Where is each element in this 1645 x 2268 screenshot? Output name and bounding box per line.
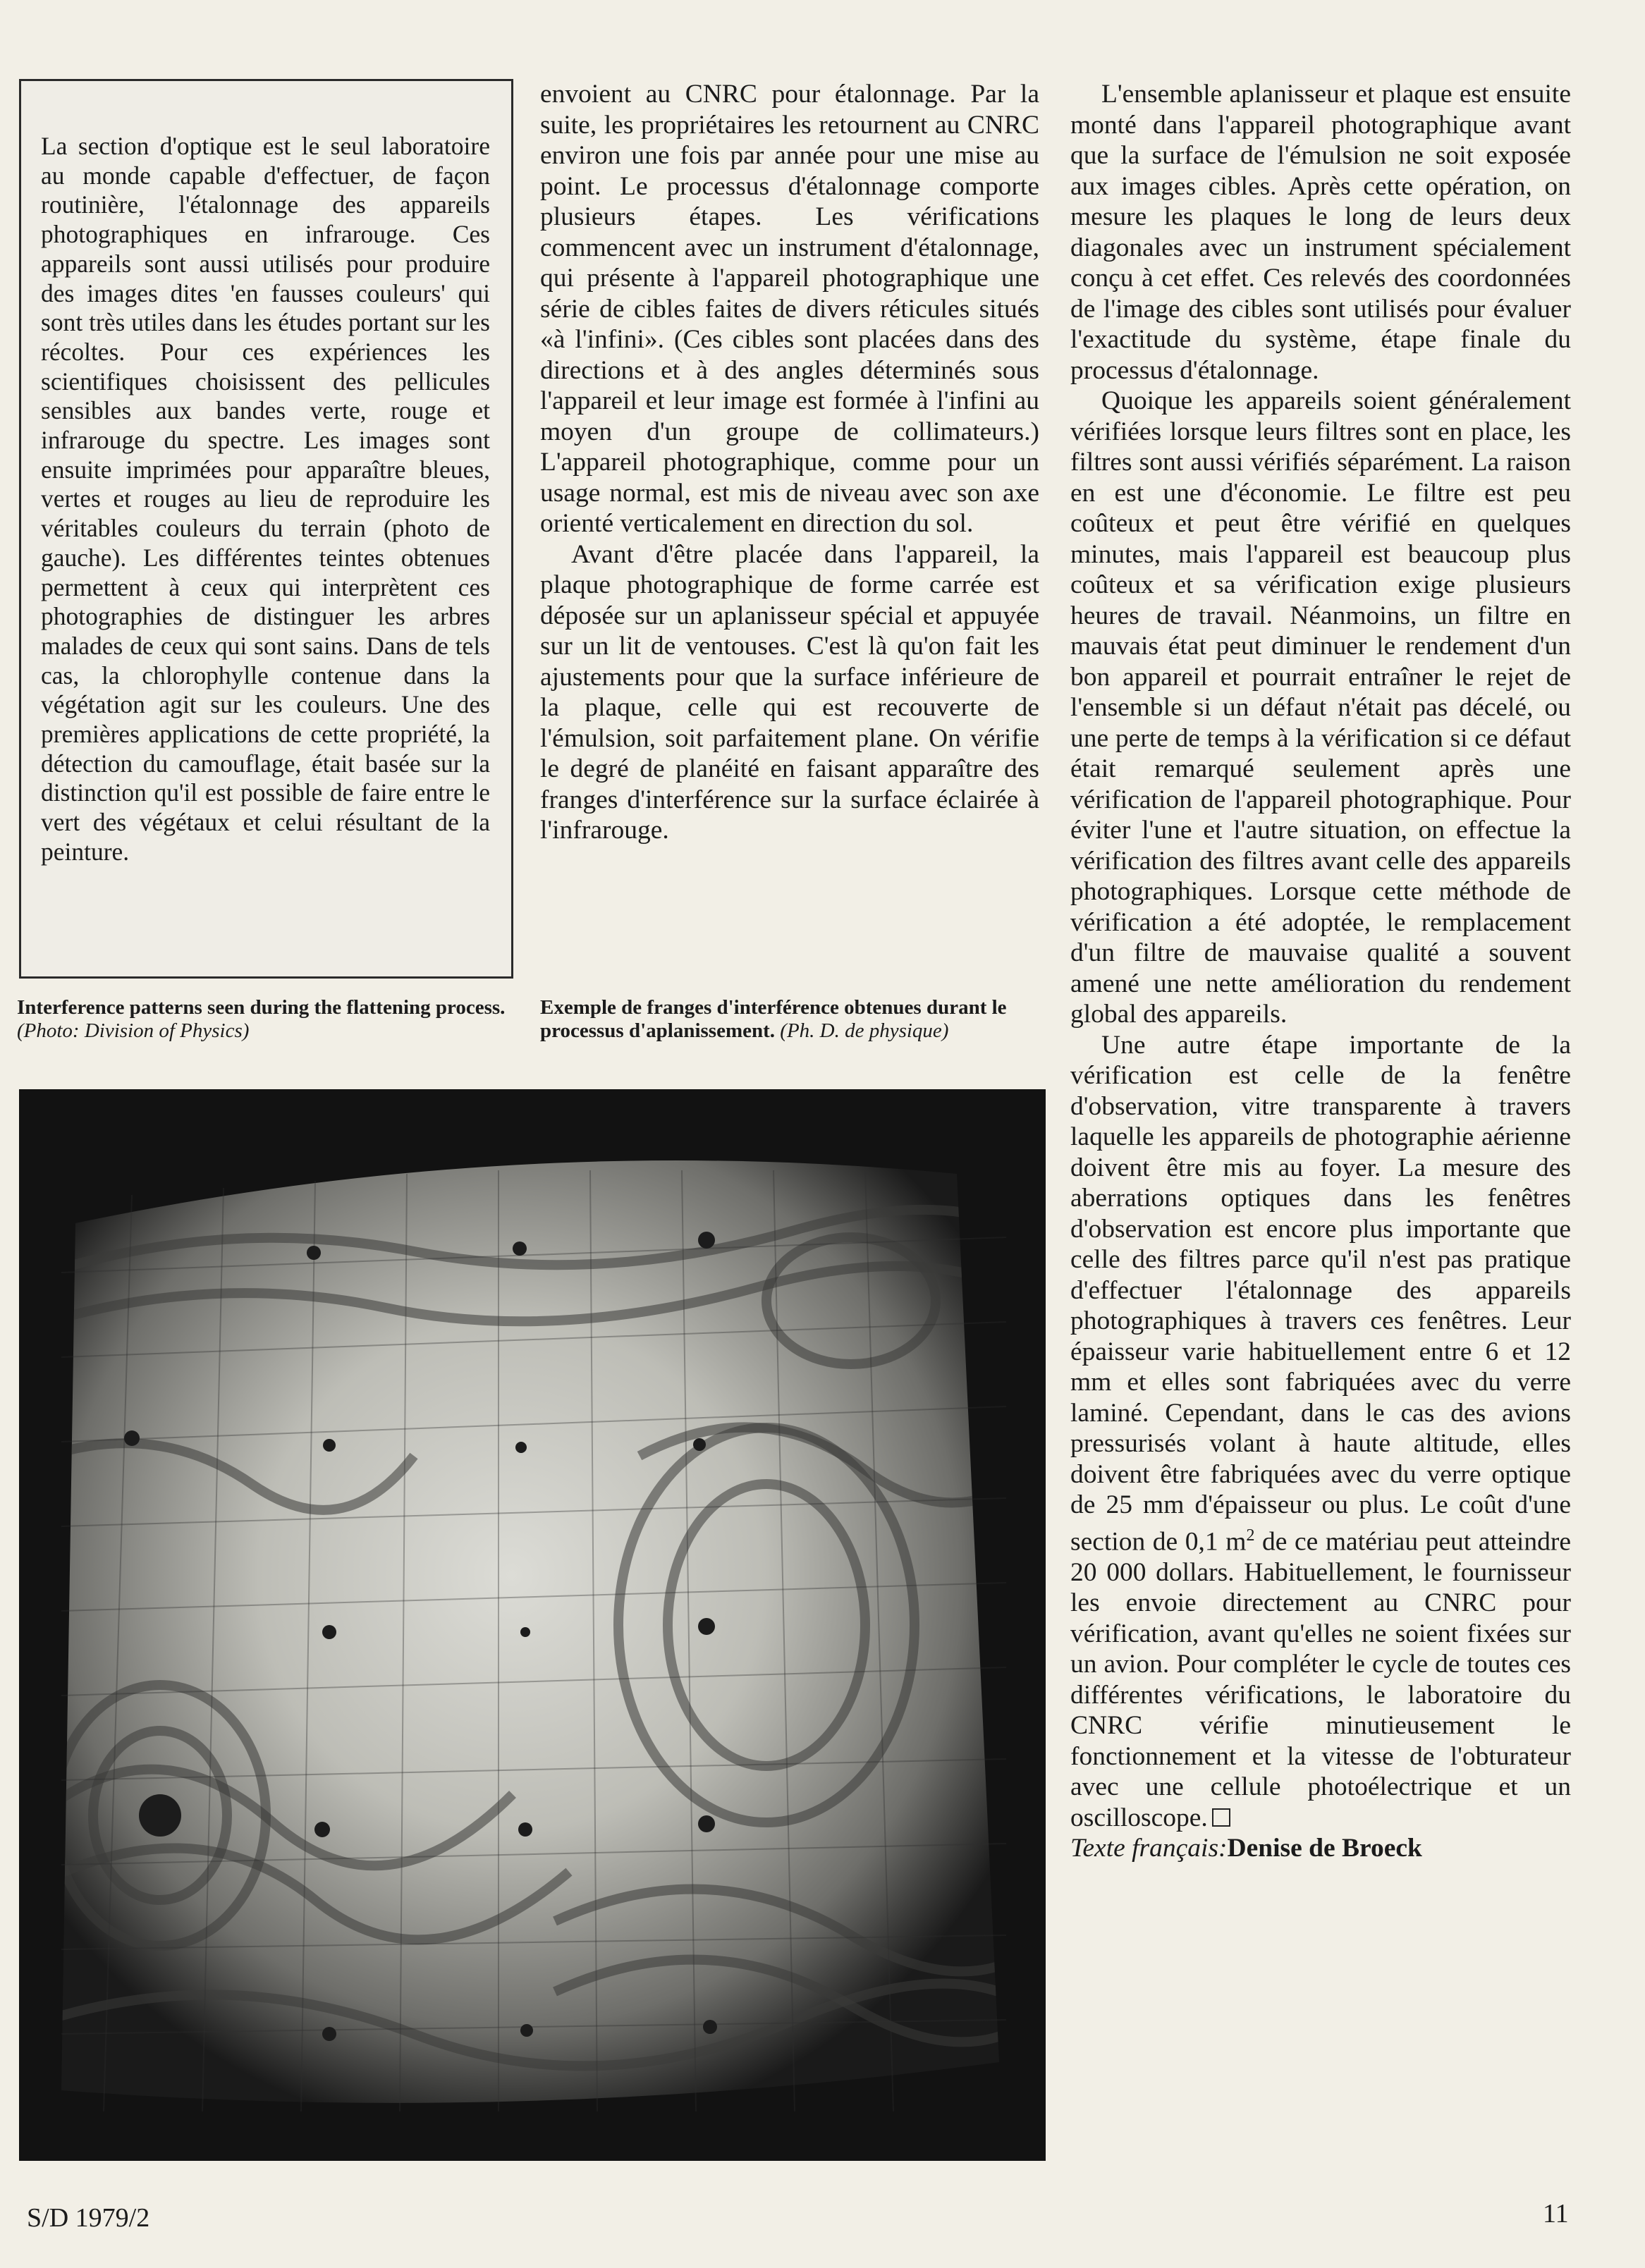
right-column (1070, 79, 1571, 1864)
sidebar-text: La section d'optique est le seul laboratoire au monde capable d'effectuer, de façon routinière, l'étalonnage des appareils photographiques en infrarouge. Ces appareils sont aussi utilisés pour produire des images dites 'en fausses couleurs' qui sont très utiles dans les études portant sur les récoltes. Pour ces expériences les scientifiques choisissent des pellicules sensibles aux bandes verte, rouge et infrarouge du spectre. Les images sont ensuite imprimées pour apparaître bleues, vertes et rouges au lieu de reproduire les véritables couleurs du terrain (photo de gauche). Les différentes teintes obtenues permettent à ceux qui interprètent ces photographies de distinguer les arbres malades de ceux qui sont sains. Dans de tels cas, la chlorophylle contenue dans la végétation agit sur les couleurs. Une des premières applications de cette propriété, la détection du camouflage, était basée sur la distinction qu'il est possible de faire entre le vert des végétaux et celui résultant de la peinture. (41, 132, 490, 866)
superscript-two: 2 (1246, 1526, 1255, 1545)
english-caption (17, 996, 510, 1043)
right-paragraph-1: L'ensemble aplanisseur et plaque est ensuite monté dans l'appareil photographique avant que la surface de l'émulsion ne soit exposée aux images cibles. Après cette opération, on mesure les plaques le long de leurs deux diagonales avec un instrument spécialement conçu à cet effet. Ces relevés des coordonnées de l'image des cibles sont utilisés pour évaluer l'exactitude du système, étape finale du processus d'étalonnage. (1070, 80, 1571, 385)
french-caption-text: Exemple de franges d'interférence obtenues durant le processus d'aplanissement. (540, 996, 1007, 1042)
middle-paragraph-1: envoient au CNRC pour étalonnage. Par la suite, les propriétaires les retournent au CNRC environ une fois par année pour une mise au point. Le processus d'étalonnage comporte plusieurs étapes. Les vérifications commencent avec un instrument d'étalonnage, qui présente à l'appareil photographique une série de cibles faites de divers réticules situés «à l'infini». (Ces cibles sont placées dans des directions et à des angles déterminés sous l'appareil et leur image est formée à l'infini au moyen d'un groupe de collimateurs.) L'appareil photographique, comme pour un usage normal, est mis de niveau avec son axe orienté verticalement en direction du sol. (540, 80, 1039, 538)
translation-credit (1070, 1833, 1571, 1864)
french-caption (540, 996, 1042, 1043)
interference-photo (19, 1089, 1046, 2161)
english-caption-credit: (Photo: Division of Physics) (17, 1019, 250, 1042)
right-paragraph-3-a: Une autre étape importante de la vérification est celle de la fenêtre d'observation, vitre transparente à travers laquelle les appareils de photographie aérienne doivent être mis au foyer. La mesure des aberrations optiques dans les fenêtres d'observation est encore plus importante que celle des filtres parce qu'il n'est pas pratique d'effectuer l'étalonnage des appareils photographiques à travers ces fenêtres. Leur épaisseur varie habituellement entre 6 et 12 mm et elles sont fabriquées avec du verre laminé. Cependant, dans le cas des avions pressurisés volant à haute altitude, elles doivent être fabriquées avec du verre optique de 25 mm d'épaisseur ou plus. Le coût d'une section de 0,1 m (1070, 1030, 1571, 1556)
sidebar-box (19, 79, 513, 979)
credit-label: Texte français: (1070, 1834, 1228, 1863)
middle-paragraph-2: Avant d'être placée dans l'appareil, la plaque photographique de forme carrée est déposée sur un aplanisseur spécial et appuyée sur un lit de ventouses. C'est là qu'on fait les ajustements pour que la surface inférieure de la plaque, celle qui est recouverte de l'émulsion, soit parfaitement plane. On vérifie le degré de planéité en faisant apparaître des franges d'interférence sur la surface éclairée à l'infrarouge. (540, 539, 1039, 845)
credit-name: Denise de Broeck (1227, 1834, 1422, 1863)
interference-fringes-image (19, 1089, 1046, 2161)
end-mark-icon (1212, 1808, 1230, 1827)
middle-column (540, 79, 1039, 846)
right-paragraph-3 (1070, 1030, 1571, 1834)
issue-label: S/D 1979/2 (27, 2203, 150, 2233)
page-number: 11 (1543, 2199, 1569, 2229)
english-caption-text: Interference patterns seen during the flattening process. (17, 996, 506, 1019)
right-paragraph-3-b: de ce matériau peut atteindre 20 000 dollars. Habituellement, le fournisseur les envoie directement au CNRC pour vérification, avant qu'elles ne soient fixées sur un avion. Pour compléter le cycle de toutes ces différentes vérifications, le laboratoire du CNRC vérifie minutieusement le fonctionnement et la vitesse de l'obturateur avec une cellule photoélectrique et un oscilloscope. (1070, 1527, 1571, 1832)
french-caption-credit: (Ph. D. de physique) (780, 1019, 949, 1042)
right-paragraph-2: Quoique les appareils soient généralement vérifiées lorsque leurs filtres sont en place, les filtres sont aussi vérifiés séparément. La raison en est une d'économie. Le filtre est peu coûteux et peut être vérifié en quelques minutes, mais l'appareil est beaucoup plus coûteux et sa vérification exige plusieurs heures de travail. Néanmoins, un filtre en mauvais état peut diminuer le rendement d'un bon appareil et pourrait entraîner le rejet de l'ensemble si un défaut n'était pas décelé, ou une perte de temps à la vérification si ce défaut était remarqué seulement après une vérification de l'appareil photographique. Pour éviter l'une et l'autre situation, on effectue la vérification des filtres avant celle des appareils photographiques. Lorsque cette méthode de vérification a été adoptée, le remplacement d'un filtre de mauvaise qualité a souvent amené une nette amélioration du rendement global des appareils. (1070, 386, 1571, 1029)
